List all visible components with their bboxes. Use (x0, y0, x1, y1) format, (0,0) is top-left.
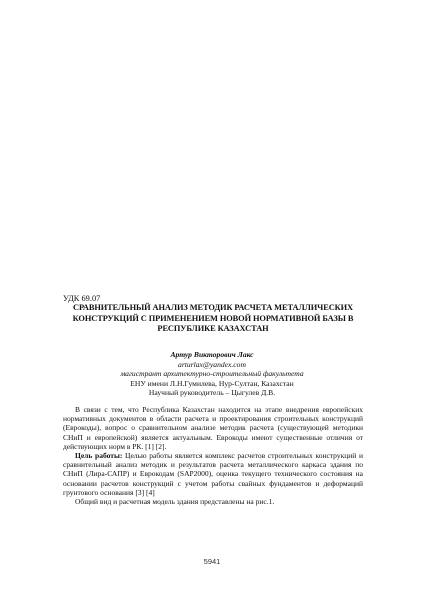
text-line: В связи с тем, что Республика Казахстан находится на этапе внедрения европейских (75, 405, 363, 414)
goal-label: Цель работы: (75, 451, 123, 461)
author-position: магистрант архитектурно-строительный факультета (120, 369, 304, 379)
title-line: СРАВНИТЕЛЬНЫЙ АНАЛИЗ МЕТОДИК РАСЧЕТА МЕТАЛЛИЧЕСКИХ (73, 303, 353, 312)
text-line: нормативных документов в области расчета и проектирования строительных конструкций (63, 414, 363, 424)
text-line: грунтового основания [3] [4] (63, 487, 155, 497)
goal-text: Целью работы является комплекс расчетов строительных конструкций и (122, 451, 363, 461)
paragraph-introduction (63, 405, 363, 451)
paragraph-goal (63, 451, 363, 497)
text-line: (Еврокоды), вопрос о сравнительном анализе методик расчета (существующей методики (63, 423, 363, 433)
article-title (68, 303, 358, 335)
title-line: РЕСПУБЛИКЕ КАЗАХСТАН (157, 324, 269, 333)
text-line: сравнительный анализ методик и результатов расчета металлического каркаса здания по (63, 460, 363, 470)
udc-code: УДК 69.07 (63, 294, 101, 303)
text-line: Общий вид и расчетная модель здания представлены на рис.1. (75, 497, 275, 507)
author-block (100, 350, 324, 398)
page-number: 5941 (203, 557, 221, 566)
author-university: ЕНУ имени Л.Н.Гумилева, Нур-Султан, Казахстан (130, 378, 294, 388)
text-line: действующих норм в РК. [1] [2]. (63, 441, 167, 451)
author-name: Артур Викторович Лакс (170, 350, 254, 359)
paragraph-figure-reference (63, 497, 363, 506)
author-email: arturlax@yandex.com (178, 359, 246, 369)
article-body (63, 405, 363, 506)
text-line: СНиП (Лира-САПР) и Еврокодам (SAP2000), оценка текущего технического состояния на (63, 469, 363, 479)
title-line: КОНСТРУКЦИЙ С ПРИМЕНЕНИЕМ НОВОЙ НОРМАТИВНОЙ БАЗЫ В (72, 313, 354, 323)
text-line: основании расчетов конструкций с учетом работы свайных фундаментов и деформаций (63, 478, 363, 488)
text-line (63, 451, 363, 460)
text-line: СНиП и европейской) является актуальным. Еврокоды имеют существенные отличия от (63, 432, 363, 442)
supervisor: Научный руководитель – Цыгулев Д.В. (148, 388, 276, 398)
